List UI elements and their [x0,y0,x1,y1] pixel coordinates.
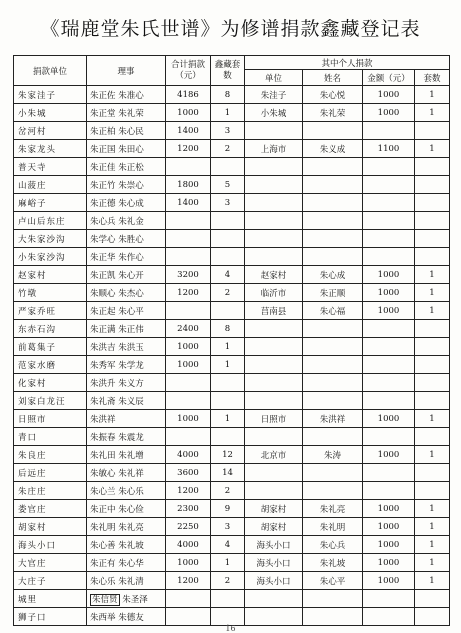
cell-personal-amount [363,428,415,446]
cell-total: 1400 [166,122,211,140]
document-title: 《瑞鹿堂朱氏世谱》为修谱捐款鑫藏登记表 [40,18,421,40]
table-row [14,140,450,158]
cell-personal-sets [415,392,450,410]
cell-sets: 1 [211,104,245,122]
cell-manager: 朱正佐 朱准心 [87,86,166,104]
header-p-sets: 套数 [415,70,450,86]
cell-total: 1200 [166,284,211,302]
cell-personal-sets [415,356,450,374]
cell-total: 1000 [166,356,211,374]
cell-unit: 东赤石沟 [14,320,87,338]
table-row [14,212,450,230]
cell-sets [211,212,245,230]
cell-total: 4186 [166,86,211,104]
table-body [14,86,450,626]
cell-personal-amount: 1000 [363,86,415,104]
cell-total [166,392,211,410]
cell-personal-sets: 1 [415,572,450,590]
cell-personal-name [303,194,363,212]
cell-unit: 小朱家沙沟 [14,248,87,266]
cell-personal-name: 朱心平 [303,572,363,590]
cell-total [166,428,211,446]
cell-personal-sets: 1 [415,518,450,536]
cell-personal-unit: 小朱城 [245,104,303,122]
cell-sets: 2 [211,572,245,590]
cell-personal-name [303,122,363,140]
cell-personal-unit: 莒南县 [245,302,303,320]
cell-personal-sets: 1 [415,104,450,122]
cell-personal-unit [245,374,303,392]
cell-personal-name [303,374,363,392]
cell-manager: 朱正满 朱正伟 [87,320,166,338]
cell-sets: 8 [211,86,245,104]
cell-manager: 朱敏心 朱礼祥 [87,464,166,482]
cell-unit: 范家水磨 [14,356,87,374]
cell-personal-unit: 海头小口 [245,572,303,590]
cell-personal-unit: 临沂市 [245,284,303,302]
cell-personal-amount: 1100 [363,140,415,158]
cell-manager [87,590,166,608]
cell-sets: 12 [211,446,245,464]
cell-personal-amount [363,392,415,410]
cell-personal-sets [415,608,450,626]
cell-total: 1800 [166,176,211,194]
cell-total [166,590,211,608]
cell-total: 1200 [166,572,211,590]
cell-personal-amount [363,176,415,194]
cell-personal-name [303,176,363,194]
cell-manager: 朱礼明 朱礼亮 [87,518,166,536]
cell-personal-sets: 1 [415,302,450,320]
cell-personal-amount [363,194,415,212]
cell-manager: 朱正柏 朱心民 [87,122,166,140]
cell-personal-amount: 1000 [363,302,415,320]
cell-manager: 朱心兵 朱礼金 [87,212,166,230]
cell-total: 1000 [166,410,211,428]
cell-personal-sets: 1 [415,536,450,554]
table-row [14,392,450,410]
table-row [14,374,450,392]
cell-personal-sets [415,212,450,230]
cell-total: 1200 [166,482,211,500]
cell-personal-name: 朱心成 [303,266,363,284]
cell-sets [211,302,245,320]
cell-personal-amount: 1000 [363,536,415,554]
cell-sets [211,590,245,608]
cell-sets [211,428,245,446]
cell-personal-name [303,320,363,338]
cell-personal-sets [415,248,450,266]
cell-manager: 朱洪升 朱义方 [87,374,166,392]
cell-manager: 朱心兰 朱心乐 [87,482,166,500]
cell-sets [211,608,245,626]
cell-personal-sets [415,176,450,194]
cell-manager: 朱西举 朱德友 [87,608,166,626]
cell-total [166,230,211,248]
cell-manager: 朱洪吉 朱洪玉 [87,338,166,356]
cell-unit: 赵家村 [14,266,87,284]
cell-personal-sets: 1 [415,266,450,284]
cell-sets: 1 [211,410,245,428]
table-row [14,248,450,266]
cell-personal-unit [245,248,303,266]
cell-sets [211,392,245,410]
cell-unit: 青口 [14,428,87,446]
cell-personal-name [303,212,363,230]
cell-personal-unit [245,590,303,608]
cell-personal-amount [363,158,415,176]
boxed-name: 朱信贤 [92,594,118,605]
cell-personal-sets [415,194,450,212]
cell-personal-amount [363,338,415,356]
table-row [14,428,450,446]
cell-personal-unit [245,194,303,212]
table-row [14,590,450,608]
table-row [14,158,450,176]
cell-unit: 普天寺 [14,158,87,176]
cell-personal-name [303,392,363,410]
cell-personal-name: 朱礼坡 [303,554,363,572]
table-row [14,176,450,194]
cell-unit: 朱家洼子 [14,86,87,104]
cell-manager: 朱正佳 朱正松 [87,158,166,176]
cell-unit: 化家村 [14,374,87,392]
header-total: 合计捐款（元） [166,56,211,86]
cell-personal-name [303,428,363,446]
cell-personal-amount: 1000 [363,284,415,302]
cell-personal-unit: 海头小口 [245,536,303,554]
cell-personal-sets [415,122,450,140]
cell-personal-name: 朱礼亮 [303,500,363,518]
header-p-name: 姓名 [303,70,363,86]
cell-personal-amount [363,374,415,392]
cell-manager: 朱正竹 朱崇心 [87,176,166,194]
cell-sets [211,374,245,392]
cell-unit: 娄官庄 [14,500,87,518]
header-unit: 捐款单位 [14,56,87,86]
cell-unit: 日照市 [14,410,87,428]
cell-personal-unit [245,356,303,374]
cell-personal-name: 朱心兵 [303,536,363,554]
header-personal: 其中个人捐款 [245,56,450,70]
cell-personal-sets: 1 [415,140,450,158]
table-row [14,356,450,374]
cell-total: 1400 [166,194,211,212]
cell-unit: 刘家白龙汪 [14,392,87,410]
cell-total [166,158,211,176]
cell-personal-amount [363,320,415,338]
table-row [14,464,450,482]
cell-personal-name: 朱礼明 [303,518,363,536]
cell-personal-unit [245,464,303,482]
cell-personal-name [303,608,363,626]
cell-personal-name [303,230,363,248]
header-manager: 理事 [87,56,166,86]
cell-personal-sets [415,158,450,176]
cell-personal-amount [363,464,415,482]
table-row [14,302,450,320]
cell-unit: 胡家村 [14,518,87,536]
cell-sets: 3 [211,194,245,212]
cell-personal-sets [415,374,450,392]
cell-personal-name [303,158,363,176]
cell-personal-sets: 1 [415,500,450,518]
cell-personal-unit: 海头小口 [245,554,303,572]
cell-manager: 朱振春 朱震龙 [87,428,166,446]
cell-sets: 2 [211,482,245,500]
cell-personal-sets [415,230,450,248]
cell-total: 4000 [166,446,211,464]
table-row [14,320,450,338]
cell-personal-unit [245,482,303,500]
cell-personal-unit: 日照市 [245,410,303,428]
cell-total: 4000 [166,536,211,554]
cell-total: 3600 [166,464,211,482]
cell-personal-unit: 上海市 [245,140,303,158]
cell-personal-unit [245,392,303,410]
cell-personal-name: 朱心悦 [303,86,363,104]
cell-personal-unit [245,176,303,194]
cell-personal-amount: 1000 [363,446,415,464]
cell-personal-unit: 胡家村 [245,518,303,536]
cell-personal-amount [363,482,415,500]
cell-personal-name: 朱礼荣 [303,104,363,122]
cell-personal-amount [363,248,415,266]
manager-name: 朱圣泽 [122,594,148,605]
header-p-unit: 单位 [245,70,303,86]
cell-total: 2400 [166,320,211,338]
page-number: 16 [225,624,236,633]
cell-sets [211,248,245,266]
table-row [14,518,450,536]
cell-personal-sets [415,338,450,356]
cell-personal-name [303,482,363,500]
cell-manager: 朱正堂 朱礼荣 [87,104,166,122]
cell-unit: 麻峪子 [14,194,87,212]
cell-manager: 朱正德 朱心成 [87,194,166,212]
cell-personal-amount [363,590,415,608]
cell-personal-sets [415,428,450,446]
cell-sets: 4 [211,536,245,554]
cell-manager: 朱心乐 朱礼清 [87,572,166,590]
cell-personal-sets [415,590,450,608]
cell-unit: 严家乔旺 [14,302,87,320]
cell-manager: 朱正起 朱心平 [87,302,166,320]
cell-sets [211,230,245,248]
cell-personal-name: 朱洪祥 [303,410,363,428]
cell-sets: 3 [211,518,245,536]
cell-personal-amount [363,122,415,140]
cell-personal-name [303,464,363,482]
cell-unit: 山菠庄 [14,176,87,194]
cell-personal-unit: 赵家村 [245,266,303,284]
cell-total [166,608,211,626]
table-row [14,194,450,212]
cell-personal-sets: 1 [415,410,450,428]
cell-personal-amount: 1000 [363,266,415,284]
table-row [14,86,450,104]
table-row [14,500,450,518]
cell-total [166,212,211,230]
cell-personal-sets [415,320,450,338]
cell-personal-sets [415,464,450,482]
donation-register-table [13,55,450,626]
cell-manager: 朱秀军 朱学龙 [87,356,166,374]
cell-sets: 1 [211,338,245,356]
table-row [14,284,450,302]
cell-unit: 小朱城 [14,104,87,122]
cell-sets [211,158,245,176]
cell-personal-amount [363,230,415,248]
cell-personal-amount [363,356,415,374]
cell-total: 2250 [166,518,211,536]
table-row [14,536,450,554]
table-row [14,266,450,284]
cell-unit: 岔河村 [14,122,87,140]
cell-total [166,374,211,392]
cell-personal-unit [245,230,303,248]
cell-unit: 竹墩 [14,284,87,302]
cell-personal-unit [245,428,303,446]
cell-sets: 14 [211,464,245,482]
cell-total: 1000 [166,338,211,356]
cell-personal-unit [245,320,303,338]
cell-manager: 朱心善 朱礼坡 [87,536,166,554]
cell-manager: 朱学心 朱胜心 [87,230,166,248]
cell-unit: 前葛集子 [14,338,87,356]
cell-personal-sets: 1 [415,284,450,302]
cell-sets: 4 [211,266,245,284]
cell-personal-name: 朱涛 [303,446,363,464]
cell-total: 1200 [166,140,211,158]
cell-unit: 海头小口 [14,536,87,554]
cell-manager: 朱正中 朱心俭 [87,500,166,518]
cell-sets: 8 [211,320,245,338]
cell-unit: 大庄子 [14,572,87,590]
cell-total: 1000 [166,104,211,122]
cell-manager: 朱正华 朱作心 [87,248,166,266]
cell-manager: 朱洪祥 [87,410,166,428]
cell-personal-unit: 北京市 [245,446,303,464]
table-row [14,572,450,590]
cell-unit: 城里 [14,590,87,608]
cell-personal-unit [245,338,303,356]
cell-personal-amount: 1000 [363,554,415,572]
table-row [14,230,450,248]
cell-manager: 朱顺心 朱杰心 [87,284,166,302]
cell-sets: 2 [211,140,245,158]
cell-personal-unit [245,122,303,140]
table-row [14,104,450,122]
cell-personal-unit [245,158,303,176]
cell-personal-unit [245,212,303,230]
cell-unit: 朱庄庄 [14,482,87,500]
cell-manager: 朱正国 朱田心 [87,140,166,158]
cell-personal-amount [363,608,415,626]
table-header-row [14,56,450,70]
cell-manager: 朱正凯 朱心开 [87,266,166,284]
cell-personal-amount: 1000 [363,572,415,590]
cell-personal-amount [363,212,415,230]
cell-personal-name: 朱正顺 [303,284,363,302]
table-row [14,446,450,464]
cell-personal-unit [245,608,303,626]
cell-personal-name [303,248,363,266]
cell-personal-amount: 1000 [363,410,415,428]
cell-unit: 朱家龙头 [14,140,87,158]
cell-personal-name: 朱心福 [303,302,363,320]
cell-unit: 大朱家沙沟 [14,230,87,248]
header-p-amount: 金额（元） [363,70,415,86]
cell-personal-sets: 1 [415,446,450,464]
table-row [14,608,450,626]
cell-total [166,248,211,266]
cell-personal-name [303,356,363,374]
cell-personal-amount: 1000 [363,500,415,518]
cell-total: 3200 [166,266,211,284]
cell-unit: 后远庄 [14,464,87,482]
cell-unit: 朱良庄 [14,446,87,464]
cell-personal-sets [415,482,450,500]
cell-personal-unit: 胡家村 [245,500,303,518]
cell-sets: 1 [211,554,245,572]
cell-manager: 朱礼田 朱礼增 [87,446,166,464]
cell-manager: 朱正有 朱心华 [87,554,166,572]
table-row [14,410,450,428]
cell-manager: 朱礼斋 朱义辰 [87,392,166,410]
cell-sets: 1 [211,356,245,374]
cell-total [166,302,211,320]
cell-personal-amount: 1000 [363,518,415,536]
table-row [14,338,450,356]
cell-personal-sets: 1 [415,86,450,104]
cell-total: 1000 [166,554,211,572]
cell-total: 2300 [166,500,211,518]
cell-personal-name [303,338,363,356]
cell-sets: 5 [211,176,245,194]
table-row [14,122,450,140]
table-row [14,482,450,500]
header-sets: 鑫藏套数 [211,56,245,86]
cell-unit: 卢山后东庄 [14,212,87,230]
cell-personal-amount: 1000 [363,104,415,122]
cell-unit: 狮子口 [14,608,87,626]
cell-sets: 2 [211,284,245,302]
cell-personal-sets: 1 [415,554,450,572]
cell-personal-name [303,590,363,608]
cell-personal-name: 朱义成 [303,140,363,158]
cell-unit: 大官庄 [14,554,87,572]
cell-sets: 9 [211,500,245,518]
cell-personal-unit: 朱洼子 [245,86,303,104]
table-row [14,554,450,572]
cell-sets: 3 [211,122,245,140]
